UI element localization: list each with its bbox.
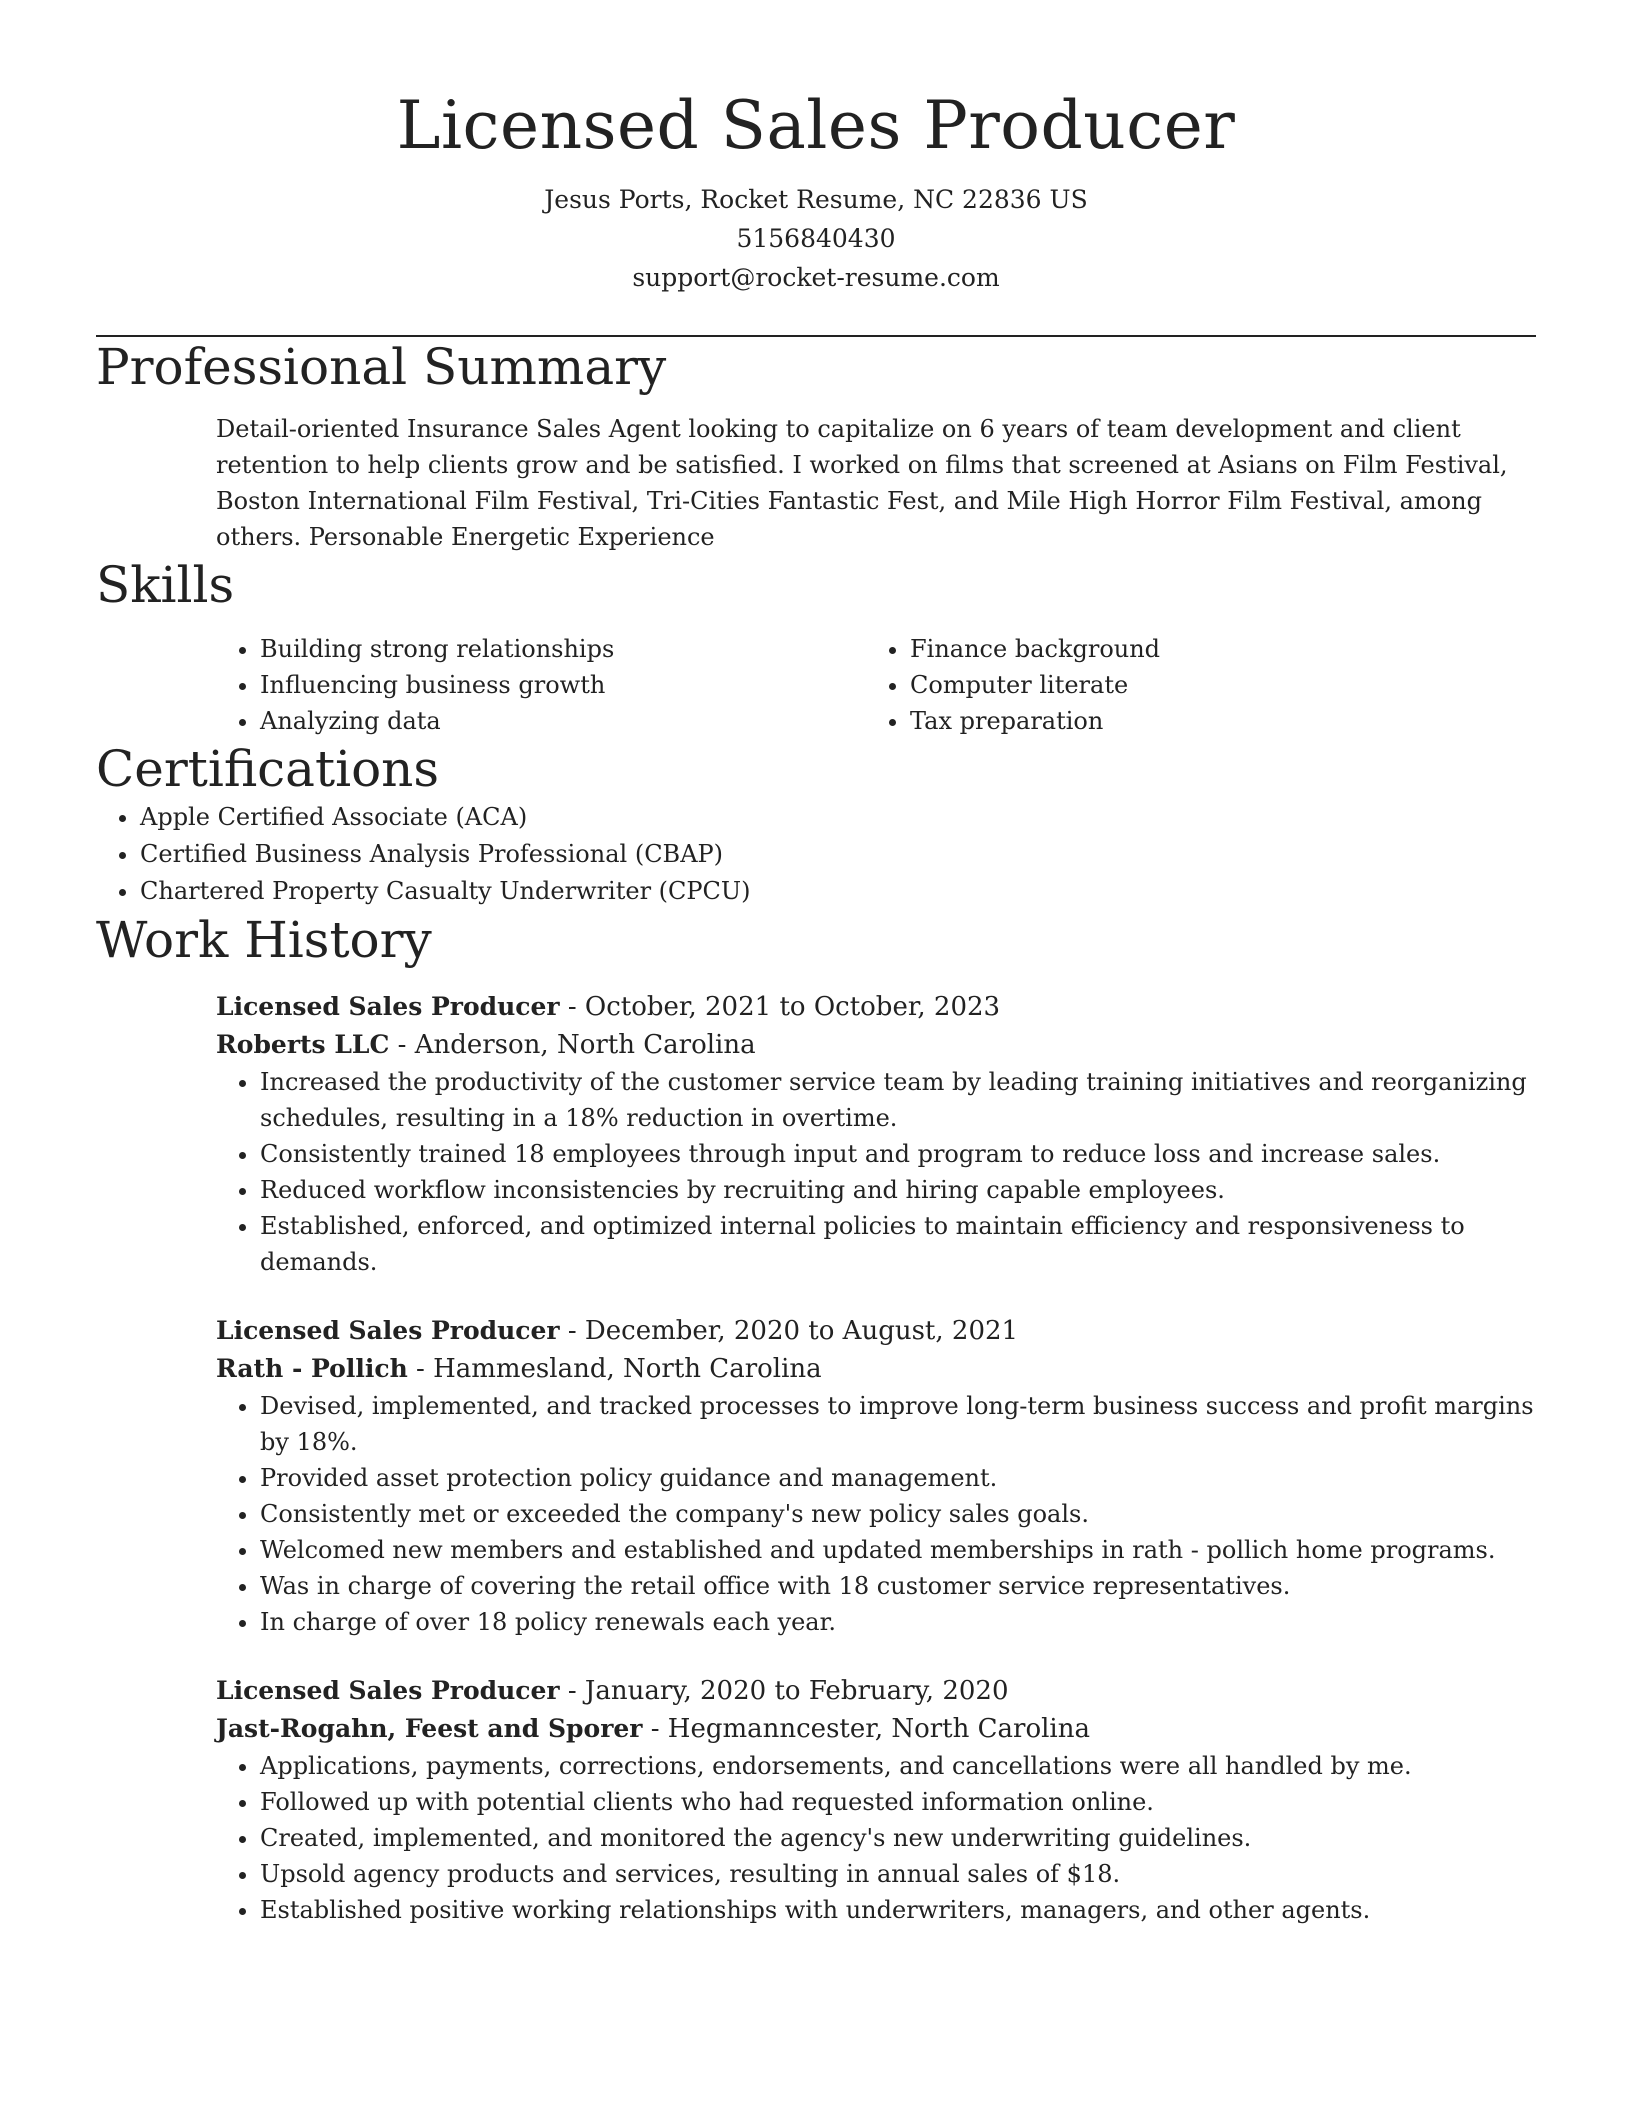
job-bullet: • Increased the productivity of the customer service team by leading training initiatives and reorganizing schedules, resulting in a 18% reduction in overtime. bbox=[260, 1064, 1536, 1136]
summary-text: Detail-oriented Insurance Sales Agent looking to capitalize on 6 years of team development and client retention to help clients grow and be satisfied. I worked on films that screened at Asians on Film Festival, Boston International Film Festival, Tri-Cities Fantastic Fest, and Mile High Horror Film Festival, among others. Personable Energetic Experience bbox=[216, 415, 1508, 551]
job-bullet: • Established positive working relationships with underwriters, managers, and other agents. bbox=[260, 1892, 1536, 1928]
skills-list-left bbox=[216, 631, 866, 739]
job-bullets bbox=[216, 1748, 1536, 1928]
contact-phone: 5156840430 bbox=[736, 224, 896, 253]
skills-grid bbox=[216, 631, 1536, 739]
certification-item: • Apple Certified Associate (ACA) bbox=[140, 799, 1536, 836]
job-entry bbox=[216, 1312, 1536, 1640]
job-dates: - October, 2021 to October, 2023 bbox=[559, 992, 1001, 1022]
section-title-certifications: Certifications bbox=[96, 740, 440, 798]
skill-item: • Finance background bbox=[910, 631, 1516, 667]
skill-item: • Influencing business growth bbox=[260, 667, 866, 703]
job-location: - Hammesland, North Carolina bbox=[407, 1354, 822, 1384]
job-company-line bbox=[216, 1026, 1536, 1064]
job-role: Licensed Sales Producer bbox=[216, 1676, 560, 1705]
job-bullet: • In charge of over 18 policy renewals each year. bbox=[260, 1604, 1536, 1640]
job-bullets bbox=[216, 1064, 1536, 1280]
resume-page bbox=[96, 0, 1536, 1928]
job-location: - Hegmanncester, North Carolina bbox=[642, 1714, 1090, 1744]
job-bullet: • Reduced workflow inconsistencies by recruiting and hiring capable employees. bbox=[260, 1172, 1536, 1208]
skill-item: • Computer literate bbox=[910, 667, 1516, 703]
contact-block bbox=[96, 180, 1536, 297]
job-bullet: • Upsold agency products and services, resulting in annual sales of $18. bbox=[260, 1856, 1536, 1892]
contact-email: support@rocket-resume.com bbox=[632, 263, 1000, 292]
certification-item: • Certified Business Analysis Professional (CBAP) bbox=[140, 836, 1536, 873]
job-bullets bbox=[216, 1388, 1536, 1640]
job-dates: - December, 2020 to August, 2021 bbox=[559, 1316, 1019, 1346]
job-location: - Anderson, North Carolina bbox=[389, 1030, 756, 1060]
section-title-work-history: Work History bbox=[96, 911, 432, 969]
skills-column-right bbox=[866, 631, 1516, 739]
resume-title: Licensed Sales Producer bbox=[396, 87, 1236, 164]
certification-item: • Chartered Property Casualty Underwriter (CPCU) bbox=[140, 873, 1536, 910]
job-company-line bbox=[216, 1710, 1536, 1748]
job-company-line bbox=[216, 1350, 1536, 1388]
skill-item: • Analyzing data bbox=[260, 703, 866, 739]
job-role: Licensed Sales Producer bbox=[216, 1316, 560, 1345]
job-role-line bbox=[216, 988, 1536, 1026]
job-bullet: • Was in charge of covering the retail office with 18 customer service representatives. bbox=[260, 1568, 1536, 1604]
job-company: Roberts LLC bbox=[216, 1030, 390, 1059]
contact-address: Jesus Ports, Rocket Resume, NC 22836 US bbox=[544, 185, 1088, 214]
job-company: Jast-Rogahn, Feest and Sporer bbox=[216, 1714, 643, 1743]
skills-column-left bbox=[216, 631, 866, 739]
job-bullet: • Provided asset protection policy guidance and management. bbox=[260, 1460, 1536, 1496]
skill-item: • Tax preparation bbox=[910, 703, 1516, 739]
section-title-summary: Professional Summary bbox=[96, 338, 667, 396]
job-dates: - January, 2020 to February, 2020 bbox=[559, 1676, 1009, 1706]
job-bullet: • Followed up with potential clients who had requested information online. bbox=[260, 1784, 1536, 1820]
job-entry bbox=[216, 1672, 1536, 1928]
skills-list-right bbox=[866, 631, 1516, 739]
job-bullet: • Established, enforced, and optimized internal policies to maintain efficiency and responsiveness to demands. bbox=[260, 1208, 1536, 1280]
certifications-list bbox=[96, 799, 1536, 910]
skill-item: • Building strong relationships bbox=[260, 631, 866, 667]
job-role: Licensed Sales Producer bbox=[216, 992, 560, 1021]
job-role-line bbox=[216, 1672, 1536, 1710]
job-entry bbox=[216, 988, 1536, 1280]
resume-header bbox=[96, 0, 1536, 297]
job-bullet: • Devised, implemented, and tracked processes to improve long-term business success and profit margins by 18%. bbox=[260, 1388, 1536, 1460]
section-title-skills: Skills bbox=[96, 556, 235, 614]
job-bullet: • Consistently trained 18 employees through input and program to reduce loss and increase sales. bbox=[260, 1136, 1536, 1172]
job-company: Rath - Pollich bbox=[216, 1354, 408, 1383]
job-bullet: • Applications, payments, corrections, endorsements, and cancellations were all handled by me. bbox=[260, 1748, 1536, 1784]
job-bullet: • Created, implemented, and monitored the agency's new underwriting guidelines. bbox=[260, 1820, 1536, 1856]
job-bullet: • Welcomed new members and established and updated memberships in rath - pollich home programs. bbox=[260, 1532, 1536, 1568]
job-role-line bbox=[216, 1312, 1536, 1350]
job-bullet: • Consistently met or exceeded the company's new policy sales goals. bbox=[260, 1496, 1536, 1532]
